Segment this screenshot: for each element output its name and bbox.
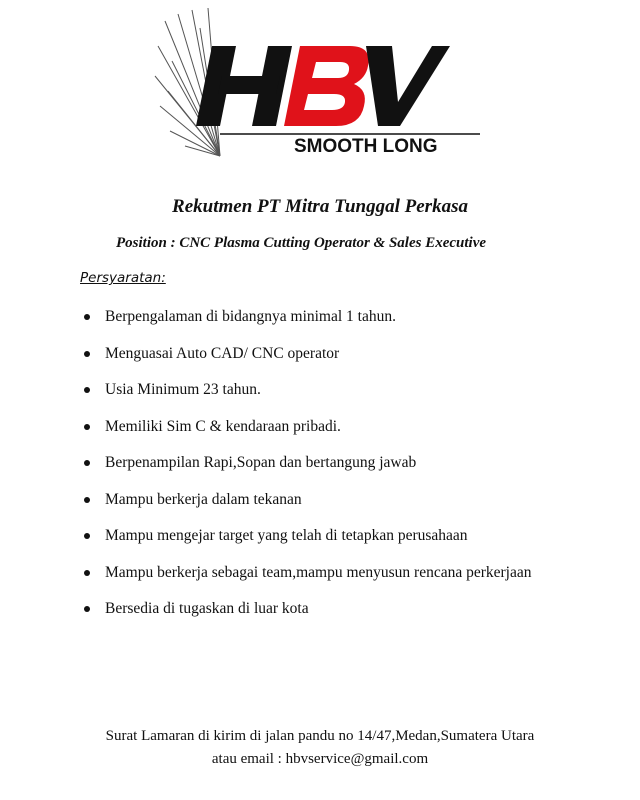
requirements-heading: Persyaratan: bbox=[80, 270, 166, 286]
footer-address: Surat Lamaran di kirim di jalan pandu no 14/47,Medan,Sumatera Utara bbox=[105, 728, 535, 744]
list-item: Mampu berkerja dalam tekanan bbox=[80, 489, 560, 511]
bullet-icon bbox=[84, 424, 90, 430]
requirements-list bbox=[80, 306, 560, 635]
bullet-icon bbox=[84, 351, 90, 357]
position-line: Position : CNC Plasma Cutting Operator & Sales Executive bbox=[116, 235, 487, 251]
hbv-logo bbox=[150, 6, 490, 166]
list-item: Usia Minimum 23 tahun. bbox=[80, 379, 560, 401]
bullet-icon bbox=[84, 570, 90, 576]
list-item: Berpenampilan Rapi,Sopan dan bertangung jawab bbox=[80, 452, 560, 474]
list-item: Memiliki Sim C & kendaraan pribadi. bbox=[80, 416, 560, 438]
footer-email: atau email : hbvservice@gmail.com bbox=[211, 751, 429, 767]
bullet-icon bbox=[84, 314, 90, 320]
list-item: Mampu mengejar target yang telah di tetapkan perusahaan bbox=[80, 525, 560, 547]
bullet-icon bbox=[84, 460, 90, 466]
list-item: Menguasai Auto CAD/ CNC operator bbox=[80, 343, 560, 365]
list-item: Berpengalaman di bidangnya minimal 1 tahun. bbox=[80, 306, 560, 328]
list-item: Bersedia di tugaskan di luar kota bbox=[80, 598, 560, 620]
logo-letters bbox=[196, 46, 480, 134]
bullet-icon bbox=[84, 387, 90, 393]
page-title: Rekutmen PT Mitra Tunggal Perkasa bbox=[172, 196, 468, 217]
footer-contact bbox=[0, 725, 640, 771]
list-item: Mampu berkerja sebagai team,mampu menyusun rencana perkerjaan bbox=[80, 562, 560, 584]
logo-tagline: SMOOTH LONG bbox=[294, 136, 438, 157]
bullet-icon bbox=[84, 606, 90, 612]
bullet-icon bbox=[84, 533, 90, 539]
bullet-icon bbox=[84, 497, 90, 503]
